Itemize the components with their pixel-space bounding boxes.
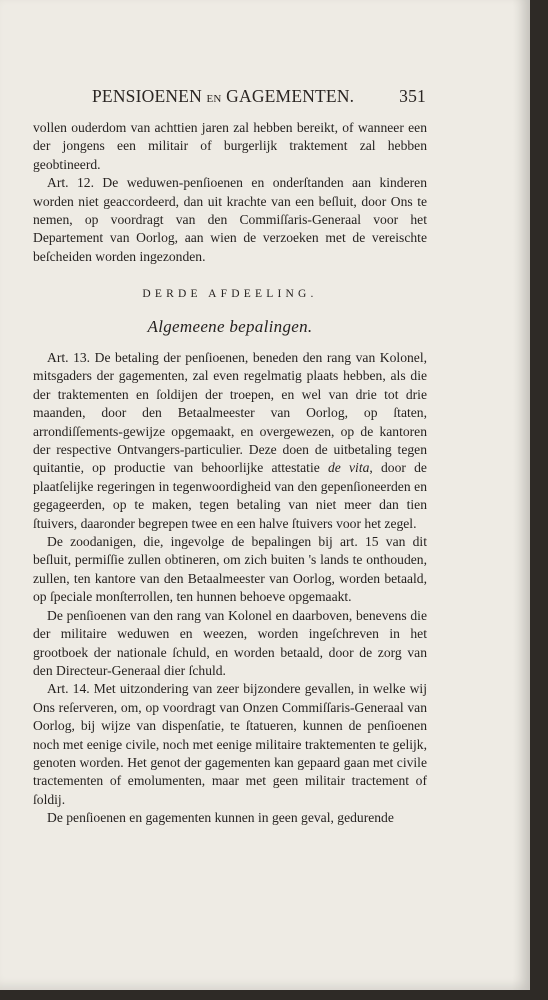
paragraph-colonel-pensions: De penſioenen van den rang van Kolonel en daarboven, benevens die der militaire weduwen en weezen, worden ingeſchreven in het grootboek der nationale ſchuld, en worden betaald, door de zorg van den Directeur-Generaal dier ſchuld. [33,607,427,678]
top-text-block [33,119,427,266]
paragraph-final: De penſioenen en gagementen kunnen in geen geval, gedurende [47,810,394,826]
paragraph-art-14: Art. 14. Met uitzondering van zeer bijzondere gevallen, in welke wij Ons reſerveren, om, op voordragt van Onzen Commiſſaris-Generaal van Oorlog, bij wijze van dispenſatie, te ſtatueren, kunnen de penſioenen noch met eenige civile, noch met eenige militaire traktementen te gelijk, genoten worden. Het genot der gagementen kan gepaard gaan met civile tractementen of emolumenten, maar met geen militair tractement of ſoldij. [33,681,427,807]
title-connector: EN [206,93,222,105]
title-part-1: PENSIOENEN [92,86,202,106]
paragraph-art-13 [33,349,427,533]
main-text-block [33,349,427,828]
art-13-text-b: , door de plaatſelijke regeringen in tegenwoordigheid van den gepenſioneerden en gegageerden, op te maken, tegen betaling van niet meer dan tien ſtuivers, daaronder begrepen twee en een halve ſtuivers voor het zegel. [33,460,427,531]
art-13-italic: de vita [327,460,370,476]
running-header [92,86,426,107]
paragraph-abroad-payment: De zoodanigen, die, ingevolge de bepalingen bij art. 15 van dit beſluit, permiſſie zullen obtineren, om zich buiten 's lands te onthouden, zullen, ten kantore van den Betaalmeester van Oorlog, worden betaald, op ſpeciale monſterrollen, ten hunnen behoeve opgemaakt. [33,534,427,605]
page-number: 351 [399,86,426,106]
title-part-2: GAGEMENTEN. [226,86,355,106]
art-13-text-a: Art. 13. De betaling der penſioenen, beneden den rang van Kolonel, mitsgaders der gagementen, zal even regelmatig plaats hebben, als die der traktementen en ſoldijen der troepen, en wel van drie tot drie maanden, door den Betaalmeester van Oorlog, op ſtaten, arrondiſſements-gewijze opgemaakt, en overgewezen, op de kantoren der respective Ontvangers-particulier. Deze doen de uitbetaling tegen quitantie, op productie van behoorlijke attestatie [33,350,427,476]
paragraph-continuation: vollen ouderdom van achttien jaren zal hebben bereikt, of wanneer een der jongens een militair of burgerlijk traktement zal hebben geobtineerd. [33,120,427,172]
running-title [92,86,354,107]
paragraph-art-12: Art. 12. De weduwen-penſioenen en onderſtanden aan kinderen worden niet geaccordeerd, dan uit krachte van een beſluit, door Ons te nemen, op voordragt van den Commiſſaris-Generaal voor het Departement van Oorlog, aan wien de verzoeken met de vereischte beſcheiden worden ingezonden. [33,175,427,264]
section-heading: DERDE AFDEELING. [142,288,318,300]
sub-heading: Algemeene bepalingen. [147,317,313,336]
